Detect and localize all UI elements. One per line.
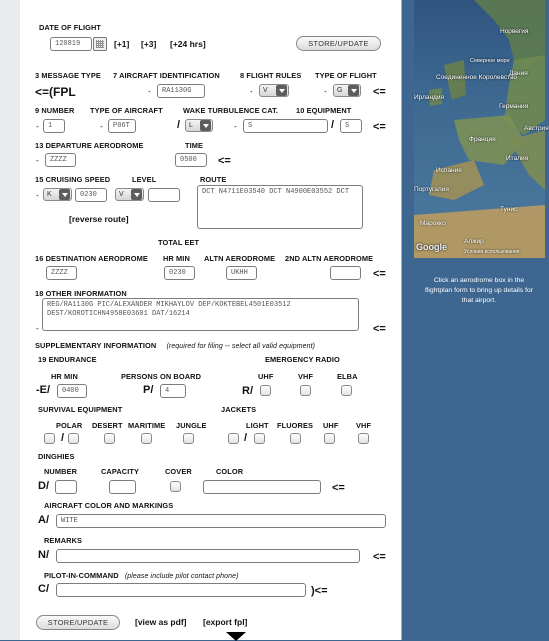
second-altn-aerodrome-label: 2ND ALTN AERODROME	[285, 254, 374, 263]
emergency-radio-label: EMERGENCY RADIO	[265, 355, 340, 364]
chevron-down-icon	[59, 189, 70, 200]
eet-hr-min-label: HR MIN	[163, 254, 190, 263]
remarks-label: REMARKS	[44, 536, 83, 545]
radio-vhf-checkbox[interactable]	[300, 385, 311, 396]
cruising-speed-input[interactable]: 0230	[75, 188, 107, 202]
end-marker: <=	[218, 155, 231, 167]
second-altn-aerodrome-input[interactable]	[330, 266, 361, 280]
departure-aerodrome-input[interactable]: ZZZZ	[45, 153, 76, 167]
desert-checkbox[interactable]	[104, 433, 115, 444]
wake-turbulence-label: WAKE TURBULENCE CAT.	[183, 106, 279, 115]
supplementary-note: (required for filing -- select all valid equipment)	[166, 343, 316, 350]
altn-aerodrome-label: ALTN AERODROME	[204, 254, 276, 263]
fpl-prefix: <=(FPL	[35, 85, 76, 99]
total-eet-label: TOTAL EET	[158, 238, 200, 247]
wake-turbulence-select[interactable]	[185, 119, 213, 132]
radio-prefix: R/	[242, 385, 253, 397]
plus3-link[interactable]: [+3]	[141, 39, 157, 49]
map-view[interactable]	[414, 0, 549, 258]
supplementary-info-title	[35, 341, 315, 350]
end-marker: <=	[373, 86, 386, 98]
radio-uhf-checkbox[interactable]	[260, 385, 271, 396]
type-of-flight-value: G	[337, 87, 343, 94]
type-of-flight-label: TYPE OF FLIGHT	[315, 71, 377, 80]
pilot-in-command-label: PILOT-IN-COMMAND	[44, 571, 119, 580]
chevron-down-icon	[348, 85, 359, 96]
dash: -	[36, 324, 39, 333]
number-label: 9 NUMBER	[35, 106, 75, 115]
maritime-checkbox[interactable]	[141, 433, 152, 444]
map-label: Германия	[499, 103, 529, 110]
slash: /	[177, 119, 181, 131]
end-marker: )<=	[311, 585, 328, 597]
map-label: Австрия	[524, 125, 549, 132]
google-logo: Google	[416, 242, 447, 252]
aircraft-id-input[interactable]: RA1130G	[157, 84, 205, 98]
flight-rules-select[interactable]	[259, 84, 289, 97]
cruising-speed-label: 15 CRUISING SPEED	[35, 175, 111, 184]
dinghies-number-input[interactable]	[55, 480, 77, 494]
radio-vhf-label: VHF	[298, 372, 314, 381]
equipment-label: 10 EQUIPMENT	[296, 106, 352, 115]
level-unit-select[interactable]	[115, 188, 144, 201]
date-of-flight-input[interactable]: 120819	[50, 37, 92, 51]
light-label: LIGHT	[246, 421, 269, 430]
survival-equipment-label: SURVIVAL EQUIPMENT	[38, 405, 123, 414]
departure-aerodrome-label: 13 DEPARTURE AERODROME	[35, 141, 144, 150]
reverse-route-link[interactable]: [reverse route]	[69, 214, 129, 224]
map-terms-link[interactable]: Условия использования	[464, 249, 520, 255]
remarks-input[interactable]	[56, 549, 360, 563]
map-label: Алжир	[464, 238, 484, 245]
end-marker: <=	[373, 268, 386, 280]
aircraft-color-prefix: A/	[38, 514, 49, 526]
fluores-checkbox[interactable]	[290, 433, 301, 444]
message-type-label: 3 MESSAGE TYPE	[35, 71, 101, 80]
number-input[interactable]: 1	[43, 119, 65, 133]
jacket-uhf-label: UHF	[323, 421, 339, 430]
other-information-textarea[interactable]: REG/RA1130G PIC/ALEXANDER MIKHAYLOV DEP/KOKTEBEL4501E03512 DEST/KOROTICHN4958E03601 DAT/16214	[42, 298, 359, 331]
endurance-prefix: -E/	[36, 384, 51, 396]
plus1-link[interactable]: [+1]	[114, 39, 130, 49]
route-label: ROUTE	[200, 175, 227, 184]
dash: -	[324, 87, 327, 96]
chevron-down-icon	[131, 189, 142, 200]
destination-aerodrome-input[interactable]: ZZZZ	[46, 266, 77, 280]
radio-elba-label: ELBA	[337, 372, 358, 381]
jacket-vhf-label: VHF	[356, 421, 372, 430]
slash: /	[244, 432, 248, 444]
dash: -	[250, 87, 253, 96]
store-update-button-bottom[interactable]: STORE/UPDATE	[36, 615, 120, 630]
endurance-input[interactable]: 0400	[57, 384, 87, 398]
level-label: LEVEL	[132, 175, 157, 184]
dinghies-label: DINGHIES	[38, 452, 75, 461]
speed-unit-value: K	[47, 191, 52, 198]
map-label: Марокко	[420, 220, 446, 227]
dinghies-prefix: D/	[38, 480, 49, 492]
supplementary-title: SUPPLEMENTARY INFORMATION	[35, 341, 157, 350]
speed-unit-select[interactable]	[43, 188, 72, 201]
equipment-input[interactable]: S	[243, 119, 328, 133]
map-label: Северное море	[470, 58, 510, 64]
sidebar-hint: Click an aerodrome box in the flightplan form to bring up details for that airport.	[424, 277, 534, 304]
survival-checkbox[interactable]	[44, 433, 55, 444]
pilot-in-command-input[interactable]	[56, 583, 306, 597]
triangle-down-icon	[226, 632, 246, 641]
aircraft-color-input[interactable]: WITE	[56, 514, 386, 528]
desert-label: DESERT	[92, 421, 123, 430]
end-marker: <=	[332, 482, 345, 494]
flight-rules-value: V	[263, 87, 268, 94]
aircraft-id-label: 7 AIRCRAFT IDENTIFICATION	[113, 71, 220, 80]
equipment-surveillance-input[interactable]: S	[340, 119, 362, 133]
chevron-down-icon	[200, 120, 211, 131]
calendar-icon[interactable]	[93, 37, 107, 51]
endurance-hr-min-label: HR MIN	[51, 372, 78, 381]
jungle-label: JUNGLE	[176, 421, 207, 430]
dash: -	[36, 156, 39, 165]
jackets-label: JACKETS	[221, 405, 257, 414]
slash: /	[331, 119, 335, 131]
view-pdf-link[interactable]: [view as pdf]	[135, 617, 187, 627]
flight-rules-label: 8 FLIGHT RULES	[240, 71, 302, 80]
type-aircraft-label: TYPE OF AIRCRAFT	[90, 106, 163, 115]
type-of-flight-select[interactable]	[333, 84, 361, 97]
level-input[interactable]	[148, 188, 180, 202]
map-label: Португалия	[414, 186, 449, 193]
dinghies-cover-checkbox[interactable]	[170, 481, 181, 492]
slash: /	[61, 432, 65, 444]
endurance-label: 19 ENDURANCE	[38, 355, 97, 364]
pilot-prefix: C/	[38, 583, 49, 595]
persons-on-board-label: PERSONS ON BOARD	[121, 372, 202, 381]
export-fpl-link[interactable]: [export fpl]	[203, 617, 248, 627]
dinghies-color-label: COLOR	[216, 467, 244, 476]
end-marker: <=	[373, 121, 386, 133]
map-label: Соединенное Королевство	[436, 74, 518, 81]
left-strip	[0, 0, 20, 640]
polar-checkbox[interactable]	[68, 433, 79, 444]
jackets-checkbox[interactable]	[228, 433, 239, 444]
store-update-button-top[interactable]: STORE/UPDATE	[296, 36, 381, 51]
map-label: Норвегия	[500, 28, 529, 35]
departure-time-input[interactable]: 0500	[175, 153, 207, 167]
date-of-flight-label: DATE OF FLIGHT	[39, 23, 102, 32]
dinghies-cover-label: COVER	[165, 467, 192, 476]
type-aircraft-input[interactable]: P06T	[108, 119, 136, 133]
chevron-down-icon	[276, 85, 287, 96]
map-label: Италия	[506, 155, 529, 162]
radio-uhf-label: UHF	[258, 372, 274, 381]
dash: -	[148, 87, 151, 96]
dinghies-number-label: NUMBER	[44, 467, 78, 476]
map-label: Испания	[436, 167, 462, 174]
route-textarea[interactable]: DCT N4711E03540 DCT N4900E03552 DCT	[197, 185, 363, 229]
dinghies-capacity-input[interactable]	[109, 480, 136, 494]
dash: -	[100, 122, 103, 131]
other-information-label: 18 OTHER INFORMATION	[35, 289, 127, 298]
persons-prefix: P/	[143, 384, 154, 396]
end-marker: <=	[373, 551, 386, 563]
radio-elba-checkbox[interactable]	[341, 385, 352, 396]
aircraft-color-label: AIRCRAFT COLOR AND MARKINGS	[44, 501, 174, 510]
dash: -	[36, 122, 39, 131]
jacket-uhf-checkbox[interactable]	[324, 433, 335, 444]
time-label: TIME	[185, 141, 204, 150]
destination-aerodrome-label: 16 DESTINATION AERODROME	[35, 254, 148, 263]
altn-aerodrome-input[interactable]: UKHH	[226, 266, 257, 280]
dinghies-capacity-label: CAPACITY	[101, 467, 140, 476]
polar-label: POLAR	[56, 421, 83, 430]
level-unit-value: V	[119, 191, 124, 198]
map-label: Франция	[469, 136, 496, 143]
dash: -	[36, 191, 39, 200]
map-label: Тунис	[500, 206, 518, 213]
maritime-label: MARITIME	[128, 421, 166, 430]
total-eet-input[interactable]: 0230	[164, 266, 195, 280]
persons-on-board-input[interactable]: 4	[160, 384, 186, 398]
map-label: Дания	[509, 70, 528, 77]
jungle-checkbox[interactable]	[183, 433, 194, 444]
end-marker: <=	[373, 323, 386, 335]
map-label: Ирландия	[414, 94, 445, 101]
plus24-link[interactable]: [+24 hrs]	[170, 39, 206, 49]
jacket-vhf-checkbox[interactable]	[358, 433, 369, 444]
pilot-in-command-title	[44, 571, 239, 580]
wake-turbulence-value: L	[189, 122, 193, 129]
fluores-label: FLUORES	[277, 421, 314, 430]
remarks-prefix: N/	[38, 549, 49, 561]
light-checkbox[interactable]	[254, 433, 265, 444]
pilot-in-command-note: (please include pilot contact phone)	[124, 573, 239, 580]
dash: -	[234, 122, 237, 131]
dinghies-color-input[interactable]	[203, 480, 321, 494]
